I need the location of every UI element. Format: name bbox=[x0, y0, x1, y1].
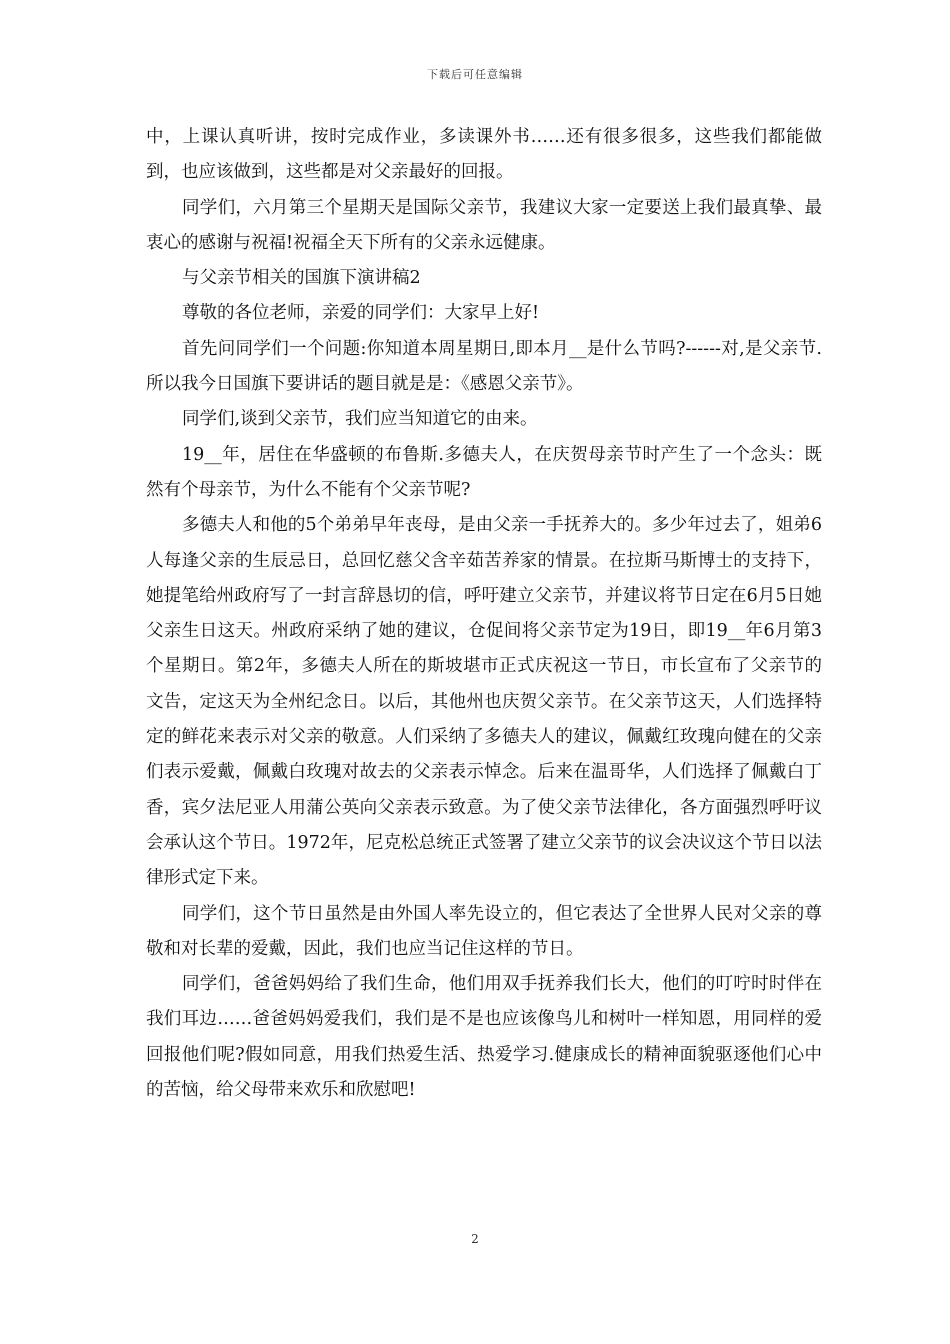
paragraph: 同学们，这个节日虽然是由外国人率先设立的，但它表达了全世界人民对父亲的尊敬和对长辈的爱戴，因此，我们也应当记住这样的节日。 bbox=[146, 903, 822, 959]
page-number: 2 bbox=[471, 1232, 479, 1246]
paragraph: 中，上课认真听讲，按时完成作业，多读课外书……还有很多很多，这些我们都能做到，也应该做到，这些都是对父亲最好的回报。 bbox=[146, 127, 822, 183]
paragraph: 同学们,谈到父亲节，我们应当知道它的由来。 bbox=[182, 409, 538, 430]
page-header: 下载后可任意编辑 bbox=[427, 68, 523, 81]
paragraph: 同学们，爸爸妈妈给了我们生命，他们用双手抚养我们长大，他们的叮咛时时伴在我们耳边……爸爸妈妈爱我们，我们是不是也应该像鸟儿和树叶一样知恩，用同样的爱回报他们呢?假如同意，用我们热爱生活、热爱学习.健康成长的精神面貌驱逐他们心中的苦恼，给父母带来欢乐和欣慰吧! bbox=[146, 974, 822, 1101]
paragraph: 多德夫人和他的5个弟弟早年丧母，是由父亲一手抚养大的。多少年过去了，姐弟6人每逢父亲的生辰忌日，总回忆慈父含辛茹苦养家的情景。在拉斯马斯博士的支持下，她提笔给州政府写了一封言辞恳切的信，呼吁建立父亲节，并建议将节日定在6月5日她父亲生日这天。州政府采纳了她的建议，仓促间将父亲节定为19日，即19__年6月第3个星期日。第2年，多德夫人所在的斯坡堪市正式庆祝这一节日，市长宣布了父亲节的文告，定这天为全州纪念日。以后，其他州也庆贺父亲节。在父亲节这天，人们选择特定的鲜花来表示对父亲的敬意。人们采纳了多德夫人的建议，佩戴红玫瑰向健在的父亲们表示爱戴，佩戴白玫瑰对故去的父亲表示悼念。后来在温哥华，人们选择了佩戴白丁香，宾夕法尼亚人用蒲公英向父亲表示致意。为了使父亲节法律化，各方面强烈呼吁议会承认这个节日。1972年，尼克松总统正式签署了建立父亲节的议会决议这个节日以法律形式定下来。 bbox=[146, 515, 822, 889]
paragraph: 首先问同学们一个问题:你知道本周星期日,即本月__是什么节吗?------对,是父亲节. 所以我今日国旗下要讲话的题目就是是：《感恩父亲节》。 bbox=[146, 338, 822, 395]
greeting: 尊敬的各位老师，亲爱的同学们：大家早上好! bbox=[182, 303, 540, 324]
paragraph: 同学们，六月第三个星期天是国际父亲节，我建议大家一定要送上我们最真挚、最衷心的感谢与祝福!祝福全天下所有的父亲永远健康。 bbox=[146, 197, 822, 253]
paragraph: 19__年，居住在华盛顿的布鲁斯.多德夫人，在庆贺母亲节时产生了一个念头：既然有个母亲节，为什么不能有个父亲节呢? bbox=[146, 444, 822, 500]
document-body bbox=[146, 120, 822, 1108]
section-title: 与父亲节相关的国旗下演讲稿2 bbox=[182, 268, 421, 289]
